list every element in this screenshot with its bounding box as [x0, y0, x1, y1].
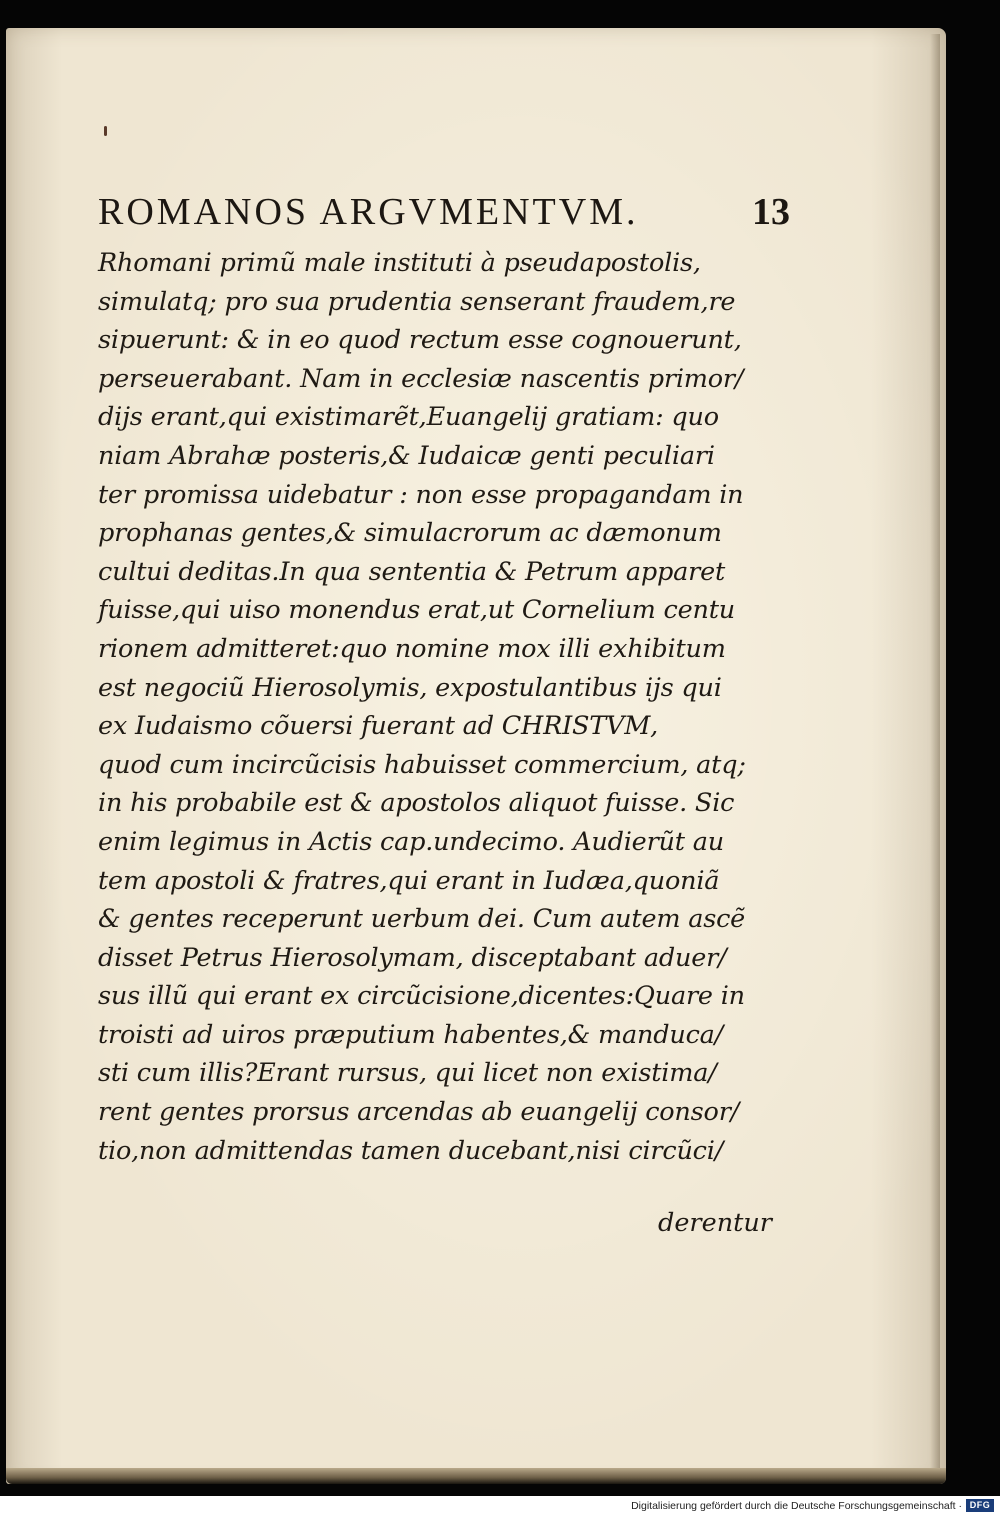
text-line: est negociũ Hierosolymis, expostulantibus ijs qui [98, 672, 722, 703]
text-line: ter promissa uidebatur : non esse propagandam in [98, 479, 744, 510]
page-bottom-edge [6, 1468, 946, 1484]
running-head [98, 188, 790, 236]
text-line: sti cum illis?Erant rursus, qui licet non existima/ [98, 1058, 717, 1089]
text-line: rent gentes prorsus arcendas ab euangelij consor/ [98, 1097, 740, 1128]
ink-spot [104, 126, 107, 136]
text-line: dijs erant,qui existimarẽt,Euangelij gratiam: quo [98, 402, 719, 433]
text-line: troisti ad uiros præputium habentes,& manduca/ [98, 1019, 724, 1050]
text-line: simulatq; pro sua prudentia senserant fraudem,re [98, 286, 736, 317]
text-line: in his probabile est & apostolos aliquot fuisse. Sic [98, 788, 735, 819]
body-text [98, 244, 770, 1170]
text-line: disset Petrus Hierosolymam, disceptabant aduer/ [98, 942, 727, 973]
dfg-logo: DFG [966, 1499, 994, 1512]
text-line: tem apostoli & fratres,qui erant in Iudæa,quoniã [98, 865, 720, 896]
text-line: enim legimus in Actis cap.undecimo. Audierũt au [98, 826, 724, 857]
text-line: rionem admitteret:quo nomine mox illi exhibitum [98, 633, 726, 664]
text-line: & gentes receperunt uerbum dei. Cum autem ascẽ [98, 904, 746, 935]
page-fore-edge [930, 34, 940, 1474]
text-line: prophanas gentes,& simulacrorum ac dæmonum [98, 518, 722, 549]
text-line: niam Abrahæ posteris,& Iudaicæ genti peculiari [98, 440, 715, 471]
text-line: cultui deditas.In qua sententia & Petrum apparet [98, 556, 726, 587]
text-line: Rhomani primũ male instituti à pseudapostolis, [98, 248, 701, 278]
page-number: 13 [752, 191, 790, 233]
text-line: quod cum incircũcisis habuisset commercium, atq; [98, 749, 746, 780]
text-line: fuisse,qui uiso monendus erat,ut Cornelium centu [98, 595, 735, 626]
text-line: perseuerabant. Nam in ecclesiæ nascentis primor/ [98, 363, 744, 394]
text-line: ex Iudaismo cõuersi fuerant ad CHRISTVM, [98, 711, 659, 742]
footer-bar [0, 1496, 1000, 1516]
text-line: sipuerunt: & in eo quod rectum esse cognouerunt, [98, 325, 742, 356]
funding-credit: Digitalisierung gefördert durch die Deutsche Forschungsgemeinschaft · [631, 1500, 962, 1512]
catchword: derentur [658, 1208, 772, 1238]
text-line: sus illũ qui erant ex circũcisione,dicentes:Quare in [98, 981, 745, 1012]
running-title: ROMANOS ARGVMENTVM. [98, 191, 639, 233]
text-line: tio,non admittendas tamen ducebant,nisi circũci/ [98, 1135, 724, 1166]
